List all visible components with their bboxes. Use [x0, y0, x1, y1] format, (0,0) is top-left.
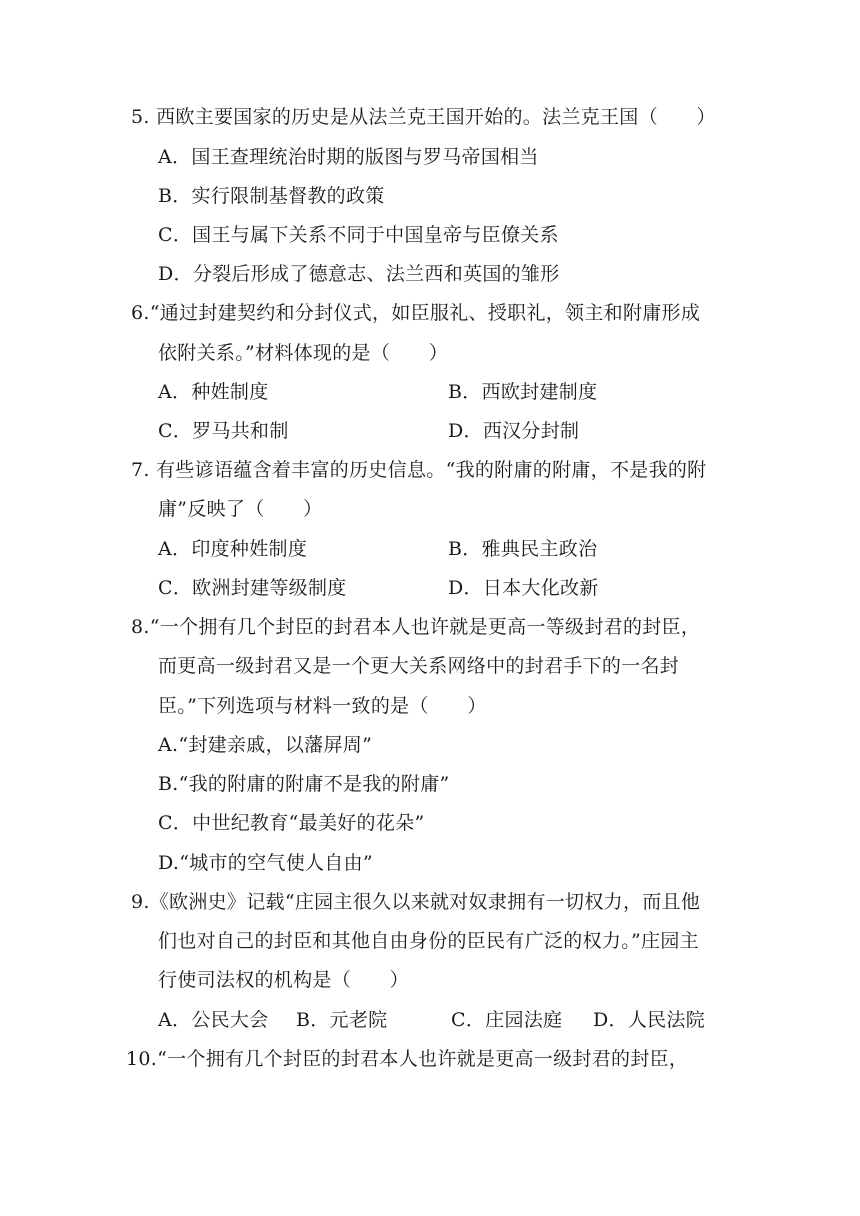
question-8-stem-line-2: 而更高一级封君又是一个更大关系网络中的封君手下的一名封 [158, 655, 680, 677]
question-9-stem-line-3: 行使司法权的机构是（ ） [158, 969, 409, 991]
question-10-stem-line-1: 10.“一个拥有几个封臣的封君本人也许就是更高一级封君的封臣， [126, 1048, 689, 1070]
question-9-option-a: A．公民大会 [158, 1009, 269, 1031]
question-8-option-a: A.“封建亲戚，以藩屏周” [158, 734, 373, 756]
question-7-option-a: A．印度种姓制度 [158, 538, 308, 560]
question-9-stem-line-2: 们也对自己的封臣和其他自由身份的臣民有广泛的权力。”庄园主 [158, 930, 699, 952]
question-7-stem-line-1: 7. 有些谚语蕴含着丰富的历史信息。“我的附庸的附庸，不是我的附 [131, 459, 707, 481]
question-8-option-b: B.“我的附庸的附庸不是我的附庸” [158, 773, 450, 795]
question-6-option-b: B．西欧封建制度 [448, 381, 598, 403]
question-7-option-b: B．雅典民主政治 [448, 538, 598, 560]
question-8-option-c: C．中世纪教育“最美好的花朵” [158, 812, 425, 834]
question-5-option-d: D．分裂后形成了德意志、法兰西和英国的雏形 [158, 263, 560, 285]
question-7-option-c: C．欧洲封建等级制度 [158, 577, 347, 599]
question-6-stem-line-2: 依附关系。”材料体现的是（ ） [158, 342, 449, 364]
question-6-option-a: A．种姓制度 [158, 381, 269, 403]
question-6-stem-line-1: 6.“通过封建契约和分封仪式，如臣服礼、授职礼，领主和附庸形成 [131, 302, 701, 324]
question-9-option-c: C．庄园法庭 [451, 1009, 563, 1031]
question-9-option-d: D．人民法院 [593, 1009, 706, 1031]
question-8-option-d: D.“城市的空气使人自由” [158, 852, 373, 874]
question-5-option-a: A．国王查理统治时期的版图与罗马帝国相当 [158, 146, 539, 168]
question-7-stem-line-2: 庸”反映了（ ） [158, 498, 323, 520]
question-7-option-d: D．日本大化改新 [448, 577, 599, 599]
question-8-stem-line-3: 臣。”下列选项与材料一致的是（ ） [158, 695, 487, 717]
question-9-options-row [158, 1007, 705, 1033]
question-5-option-b: B．实行限制基督教的政策 [158, 185, 385, 207]
question-6-option-d: D．西汉分封制 [448, 420, 580, 442]
question-9-option-b: B．元老院 [296, 1009, 388, 1031]
question-6-option-c: C．罗马共和制 [158, 420, 289, 442]
question-8-stem-line-1: 8.“一个拥有几个封臣的封君本人也许就是更高一等级封君的封臣， [131, 616, 701, 638]
question-5-option-c: C．国王与属下关系不同于中国皇帝与臣僚关系 [158, 224, 559, 246]
question-5-stem: 5. 西欧主要国家的历史是从法兰克王国开始的。法兰克王国（ ） [131, 106, 716, 128]
question-9-stem-line-1: 9.《欧洲史》记载“庄园主很久以来就对奴隶拥有一切权力，而且他 [131, 891, 701, 913]
